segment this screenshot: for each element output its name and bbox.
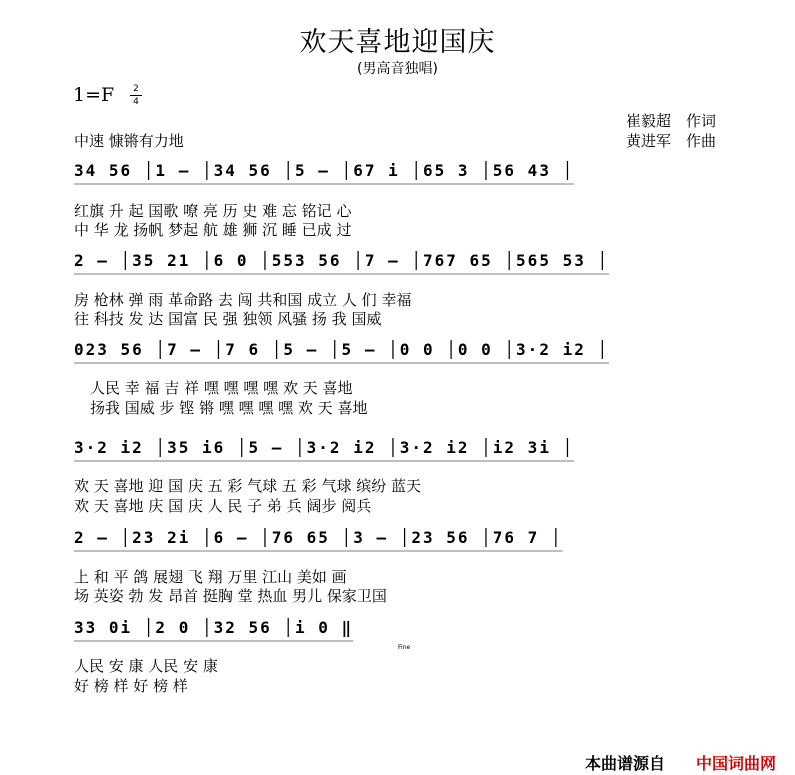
lyric-row-5-verse-2: 场 英姿 勃 发 昂首 挺胸 堂 热血 男儿 保家卫国 <box>74 587 387 605</box>
lyric-row-2-verse-1: 房 枪林 弹 雨 革命路 去 闯 共和国 成立 人 们 幸福 <box>74 291 412 309</box>
lyric-row-6-verse-1: 人民 安 康 人民 安 康 <box>74 657 218 675</box>
lyric-row-2-verse-2: 往 科技 发 达 国富 民 强 独领 风骚 扬 我 国威 <box>74 310 382 328</box>
source-label: 本曲谱源自 <box>585 754 666 773</box>
key-signature: 1=F <box>73 84 115 106</box>
song-title: 欢天喜地迎国庆 <box>299 27 496 58</box>
site-name-link[interactable]: 中国词曲网 <box>696 754 777 773</box>
lyric-row-4-verse-1: 欢 天 喜地 迎 国 庆 五 彩 气球 五 彩 气球 缤纷 蓝天 <box>74 477 421 495</box>
notation-row-3: 023 56 │7 — │7 6 │5 — │5 — │0 0 │0 0 │3·2 i2 │ <box>74 340 610 359</box>
notation-row-5: 2 — │23 2i │6 — │76 65 │3 — │23 56 │76 7 │ <box>74 528 563 547</box>
fine-marking: Fine <box>398 644 411 651</box>
notation-row-4: 3·2 i2 │35 i6 │5 — │3·2 i2 │3·2 i2 │i2 3i │ <box>74 438 575 457</box>
lyric-row-6-verse-2: 好 榜 样 好 榜 样 <box>74 677 188 695</box>
notation-row-1: 34 56 │1 — │34 56 │5 — │67 i │65 3 │56 43 │ <box>74 161 575 180</box>
time-signature <box>130 84 142 107</box>
meter-bottom: 4 <box>133 97 139 107</box>
tempo-marking: 中速 慷锵有力地 <box>74 132 184 150</box>
lyric-row-5-verse-1: 上 和 平 鸽 展翅 飞 翔 万里 江山 美如 画 <box>74 568 347 586</box>
notation-row-6: 33 0i │2 0 │32 56 │i 0 ‖ <box>74 618 354 637</box>
lyric-row-1-verse-1: 红旗 升 起 国歌 嘹 亮 历 史 难 忘 铭记 心 <box>74 202 352 220</box>
lyricist-credit: 崔毅超 作词 <box>626 112 717 130</box>
lyric-row-3-verse-1: 人民 幸 福 吉 祥 嘿 嘿 嘿 嘿 欢 天 喜地 <box>90 379 353 397</box>
meter-top: 2 <box>133 84 139 94</box>
composer-credit: 黄进军 作曲 <box>626 132 717 150</box>
lyric-row-3-verse-2: 扬我 国威 步 铿 锵 嘿 嘿 嘿 嘿 欢 天 喜地 <box>90 399 368 417</box>
lyric-row-4-verse-2: 欢 天 喜地 庆 国 庆 人 民 子 弟 兵 阔步 阅兵 <box>74 497 372 515</box>
lyric-row-1-verse-2: 中 华 龙 扬帆 梦起 航 雄 狮 沉 睡 已成 过 <box>74 221 352 239</box>
song-subtitle: (男高音独唱) <box>357 61 438 77</box>
notation-row-2: 2 — │35 21 │6 0 │553 56 │7 — │767 65 │565 53 │ <box>74 251 610 270</box>
